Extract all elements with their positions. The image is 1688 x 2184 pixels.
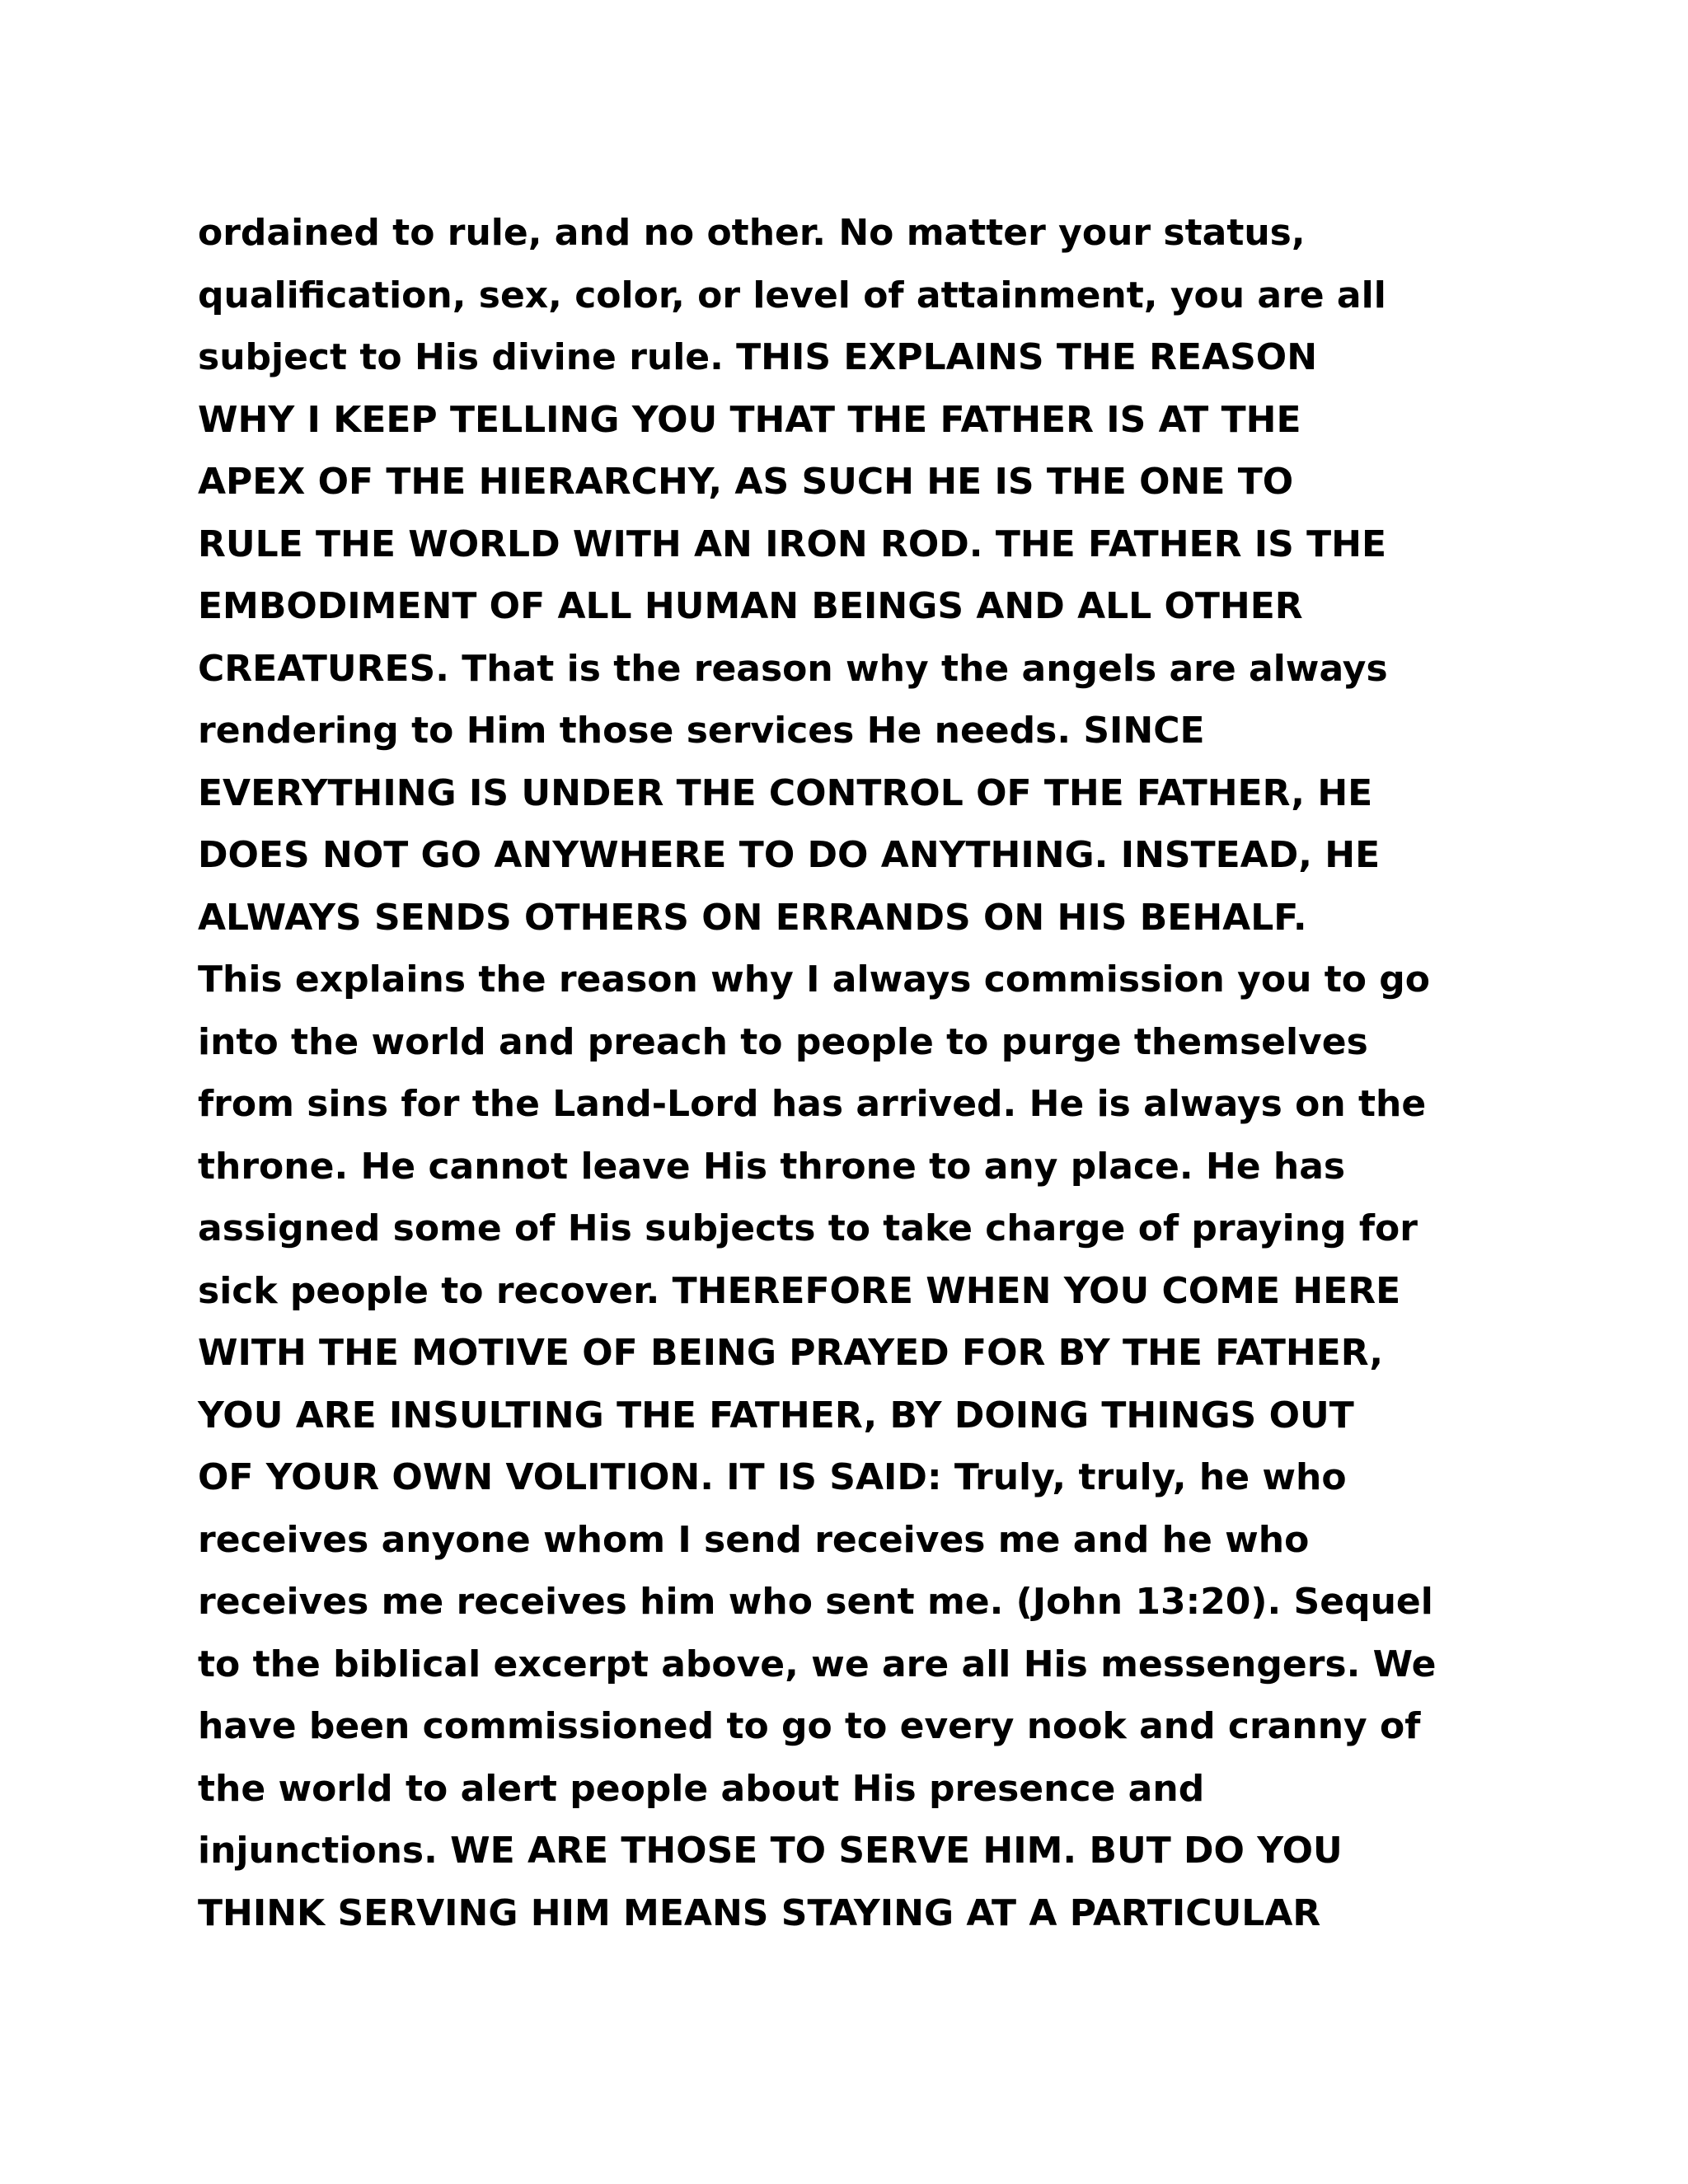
text-line: WHY I KEEP TELLING YOU THAT THE FATHER IS AT THE (198, 398, 1301, 441)
text-line: into the world and preach to people to purge themselves (198, 1020, 1368, 1063)
text-line: injunctions. WE ARE THOSE TO SERVE HIM. BUT DO YOU (198, 1830, 1343, 1872)
text-line: ordained to rule, and no other. No matter your status, (198, 212, 1306, 254)
text-line: OF YOUR OWN VOLITION. IT IS SAID: Truly, truly, he who (198, 1456, 1347, 1498)
text-line: sick people to recover. THEREFORE WHEN YOU COME HERE (198, 1269, 1401, 1312)
body-text (198, 202, 1550, 1944)
text-line: This explains the reason why I always commission you to go (198, 958, 1431, 1001)
text-line: assigned some of His subjects to take charge of praying for (198, 1207, 1418, 1249)
text-line: subject to His divine rule. THIS EXPLAINS THE REASON (198, 336, 1318, 378)
text-line: RULE THE WORLD WITH AN IRON ROD. THE FATHER IS THE (198, 523, 1387, 565)
text-line: rendering to Him those services He needs. SINCE (198, 710, 1205, 752)
text-line: ALWAYS SENDS OTHERS ON ERRANDS ON HIS BEHALF. (198, 896, 1307, 939)
text-line: the world to alert people about His presence and (198, 1767, 1205, 1810)
text-line: receives anyone whom I send receives me and he who (198, 1518, 1310, 1561)
text-line: YOU ARE INSULTING THE FATHER, BY DOING THINGS OUT (198, 1394, 1354, 1436)
text-line: APEX OF THE HIERARCHY, AS SUCH HE IS THE ONE TO (198, 461, 1294, 503)
text-line: WITH THE MOTIVE OF BEING PRAYED FOR BY THE FATHER, (198, 1332, 1384, 1374)
text-line: have been commissioned to go to every nook and cranny of (198, 1705, 1421, 1747)
text-line: EMBODIMENT OF ALL HUMAN BEINGS AND ALL OTHER (198, 585, 1303, 627)
text-line: DOES NOT GO ANYWHERE TO DO ANYTHING. INSTEAD, HE (198, 834, 1381, 876)
text-line: THINK SERVING HIM MEANS STAYING AT A PARTICULAR (198, 1891, 1321, 1934)
text-line: from sins for the Land-Lord has arrived. He is always on the (198, 1083, 1427, 1125)
text-line: EVERYTHING IS UNDER THE CONTROL OF THE FATHER, HE (198, 771, 1373, 814)
text-line: throne. He cannot leave His throne to any place. He has (198, 1145, 1346, 1188)
text-line: qualification, sex, color, or level of attainment, you are all (198, 274, 1386, 316)
text-line: CREATURES. That is the reason why the angels are always (198, 647, 1388, 690)
text-line: to the biblical excerpt above, we are all His messengers. We (198, 1643, 1437, 1685)
text-line: receives me receives him who sent me. (John 13:20). Sequel (198, 1581, 1433, 1623)
